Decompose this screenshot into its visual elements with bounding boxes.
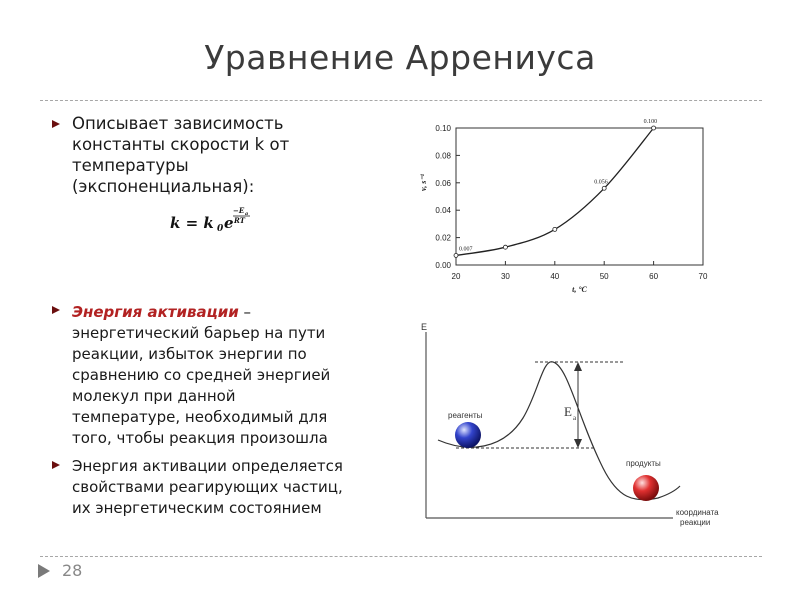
bullet-line: Энергия активации определяется: [72, 457, 343, 475]
page-number: 28: [62, 561, 83, 580]
bullet-line: температуры: [72, 156, 189, 175]
rate-temperature-chart: [398, 110, 718, 300]
data-point: [553, 227, 557, 231]
reactant-ball: [455, 422, 481, 448]
footer-divider: [40, 556, 762, 557]
activation-energy-label: E: [564, 404, 572, 419]
x-tick-label: 50: [599, 272, 609, 281]
data-label: 0.100: [643, 119, 658, 125]
bullet-line: реакции, избыток энергии по: [72, 345, 307, 363]
bullet-line: их энергетическим состоянием: [72, 499, 322, 517]
coordinate-label-line1: координата: [676, 508, 719, 517]
formula-k-sub: 0: [217, 224, 224, 234]
formula-exp-num: −E: [233, 206, 245, 215]
chart-fit-curve: [456, 128, 654, 255]
chart-axes: [419, 124, 708, 294]
plot-frame: [456, 128, 703, 265]
activation-energy-term: Энергия активации: [72, 303, 239, 321]
y-axis-label: v, s⁻¹: [419, 174, 428, 191]
x-tick-label: 30: [500, 272, 510, 281]
coordinate-label-line2: реакции: [680, 518, 711, 527]
y-tick-label: 0.00: [435, 261, 451, 270]
reactants-label: реагенты: [448, 411, 483, 420]
chart-points: [454, 126, 656, 257]
bullet-activation-energy: [72, 302, 392, 449]
bullet-marker: [52, 120, 60, 128]
bullet-line: того, чтобы реакция произошла: [72, 429, 328, 447]
x-tick-label: 20: [451, 272, 461, 281]
formula-exp-den: RT: [234, 216, 245, 225]
y-tick-label: 0.04: [435, 206, 451, 216]
footer-arrow-icon: [38, 564, 50, 578]
bullet-line: Описывает зависимость: [72, 114, 284, 133]
data-point: [652, 126, 656, 130]
slide-title: Уравнение Аррениуса: [204, 38, 596, 77]
bullet-line: температуре, необходимый для: [72, 408, 328, 426]
x-axis-label: t, °C: [572, 285, 587, 294]
x-tick-label: 60: [649, 272, 659, 281]
fit-curve-line: [456, 128, 654, 255]
y-tick-label: 0.08: [435, 151, 451, 161]
data-label: 0.007: [459, 246, 473, 253]
bullet-line: молекул при данной: [72, 387, 236, 405]
x-tick-label: 70: [698, 272, 708, 281]
bullet-line: свойствами реагирующих частиц,: [72, 478, 343, 496]
chart-labels: [459, 119, 657, 252]
arrow-head-up: [574, 362, 582, 371]
arrhenius-formula: [168, 204, 268, 234]
bullet-marker: [52, 306, 60, 314]
product-ball: [633, 475, 659, 501]
data-point: [503, 245, 507, 249]
arrow-head-down: [574, 439, 582, 448]
activation-energy-dash: –: [238, 303, 252, 321]
y-tick-label: 0.02: [435, 233, 451, 243]
products-label: продукты: [626, 459, 661, 468]
y-tick-label: 0.06: [435, 178, 451, 188]
bullet-line: энергетический барьер на пути: [72, 324, 326, 342]
bullet-activation-determinants: [72, 456, 402, 519]
title-divider: [40, 100, 762, 101]
bullet-line: константы скорости k от: [72, 135, 290, 154]
formula-e: e: [224, 214, 234, 232]
energy-profile-diagram: [408, 318, 773, 530]
data-label: 0.056: [594, 179, 608, 186]
activation-energy-sub: a: [573, 414, 577, 422]
data-point: [454, 253, 458, 257]
bullet-arrhenius-description: [72, 113, 362, 197]
energy-axis-label: E: [421, 322, 428, 332]
y-tick-label: 0.10: [435, 124, 451, 133]
formula-exp-num-sub: a: [245, 211, 249, 217]
x-tick-label: 40: [550, 272, 560, 281]
data-point: [602, 186, 606, 190]
bullet-line: сравнению со средней энергией: [72, 366, 331, 384]
bullet-marker: [52, 461, 60, 469]
formula-k: k = k: [170, 214, 214, 232]
bullet-line: (экспоненциальная):: [72, 177, 255, 196]
